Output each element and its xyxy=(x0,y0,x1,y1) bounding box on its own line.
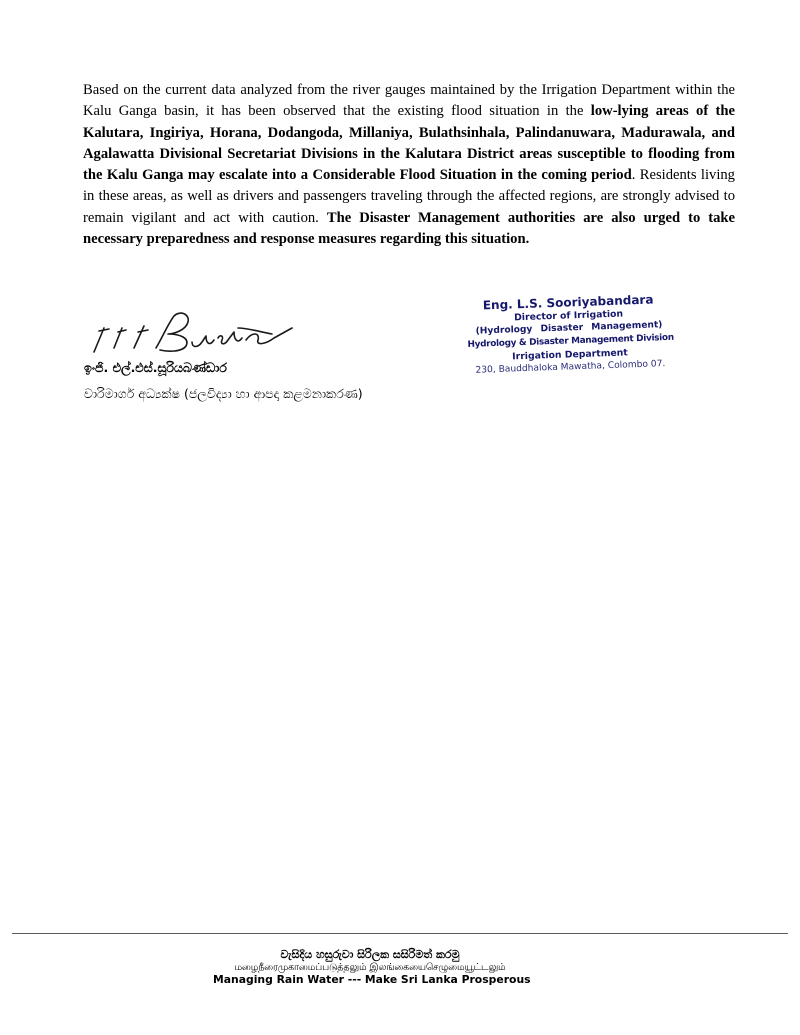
stamp-unit: (Hydrology Disaster Management) xyxy=(475,320,663,337)
body-paragraph xyxy=(83,80,735,250)
footer-divider xyxy=(12,933,788,934)
footer-slogan-english: Managing Rain Water --- Make Sri Lanka Prosperous xyxy=(213,973,531,986)
body-text-regular-1: Based on the current data analyzed from the river gauges maintained by the Irrigation Department within the Kalu Ganga basin, it has been observed that the existing flood situation in the xyxy=(83,82,735,120)
stamp-title: Director of Irrigation xyxy=(513,308,624,324)
footer-slogan-tamil: மழைநீரைமுகாமைப்படுத்தலும் இலங்கையைசெழுமையூட்டலும் xyxy=(234,962,506,973)
handwritten-signature xyxy=(88,308,303,356)
body-text-regular-2: . Residents living in these areas, as well as drivers and passengers traveling through the affected regions, are strongly advised to remain vigilant and act with caution. xyxy=(83,167,735,226)
stamp-division: Hydrology & Disaster Management Division xyxy=(467,332,674,350)
body-text-bold-2: The Disaster Management authorities are also urged to take necessary preparedness and response measures regarding this situation. xyxy=(83,209,736,248)
signatory-title-sinhala: වාරිමාර්ග අධ්‍යක්ෂ (ජලවිද්‍යා හා ආපදා කළමනාකරණ) xyxy=(84,386,363,401)
footer-slogan-sinhala: වැසිදිය හසුරුවා සිරිලක සසිරිමත් කරමු xyxy=(280,948,460,961)
signatory-name-sinhala: ඉංජි. එල්.එස්.සූරියබණ්ඩාර xyxy=(84,360,227,375)
stamp-name: Eng. L.S. Sooriyabandara xyxy=(482,292,654,313)
official-stamp xyxy=(466,293,673,378)
stamp-department: Irrigation Department xyxy=(511,347,628,363)
body-text-bold-1: low-lying areas of the Kalutara, Ingiriya, Horana, Dodangoda, Millaniya, Bulathsinhala, Palindanuwara, Madurawala, and Agalawatta Divisional Secretariat Divisions in the Kalutara District areas susceptible to flooding from the Kalu Ganga may escalate into a Considerable Flood Situation in the coming period xyxy=(83,103,735,184)
stamp-address: 230, Bauddhaloka Mawatha, Colombo 07. xyxy=(475,359,666,376)
